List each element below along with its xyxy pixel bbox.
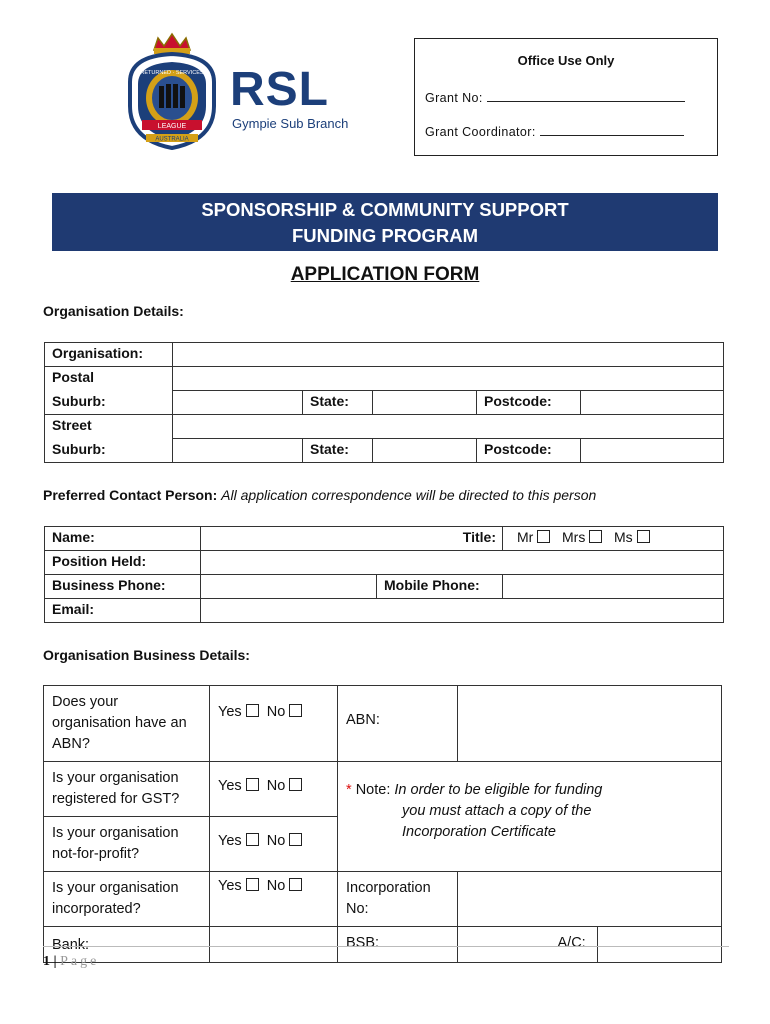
grant-no-field[interactable]: [487, 89, 685, 102]
abn-no-checkbox[interactable]: [289, 704, 302, 717]
rsl-subtitle: Gympie Sub Branch: [232, 116, 349, 131]
banner-line-2: FUNDING PROGRAM: [291, 225, 479, 246]
postal-state-input[interactable]: [373, 391, 477, 415]
grant-coordinator-line: [425, 123, 684, 139]
abn-yes-no: [210, 686, 338, 762]
title-mr-checkbox[interactable]: [537, 530, 550, 543]
street-state-input[interactable]: [373, 439, 477, 463]
postal-suburb-label: Suburb:: [45, 391, 173, 415]
postal-postcode-label: Postcode:: [477, 391, 581, 415]
incorporated-question: Is your organisation incorporated?: [44, 872, 210, 927]
street-address-input[interactable]: [173, 415, 724, 439]
nfp-yes-no: [210, 817, 338, 872]
email-label: Email:: [45, 599, 201, 623]
title-mr-label: Mr: [517, 529, 534, 545]
note-text-1: In order to be eligible for funding: [394, 782, 603, 798]
svg-text:AUSTRALIA: AUSTRALIA: [155, 136, 189, 143]
title-mrs-checkbox[interactable]: [589, 530, 602, 543]
position-label: Position Held:: [45, 551, 201, 575]
bank-label: Bank:: [44, 927, 210, 963]
business-phone-input[interactable]: [201, 575, 377, 599]
note-asterisk: *: [346, 782, 352, 798]
postal-state-label: State:: [303, 391, 373, 415]
postal-postcode-input[interactable]: [581, 391, 724, 415]
gst-no-label: No: [266, 778, 286, 794]
incorporated-yes-no: [210, 872, 338, 927]
mobile-phone-input[interactable]: [503, 575, 724, 599]
title-options: [503, 527, 724, 551]
program-banner: [52, 193, 718, 251]
postal-label: Postal: [45, 367, 173, 391]
abn-yes-label: Yes: [218, 704, 242, 720]
street-label: Street: [45, 415, 173, 439]
office-use-title: Office Use Only: [517, 53, 615, 68]
organisation-details-table: [44, 342, 724, 463]
street-suburb-label: Suburb:: [45, 439, 173, 463]
title-mrs-label: Mrs: [562, 529, 586, 545]
contact-heading: [43, 487, 596, 503]
nfp-no-checkbox[interactable]: [289, 833, 302, 846]
nfp-yes-checkbox[interactable]: [246, 833, 259, 846]
nfp-no-label: No: [266, 833, 286, 849]
svg-text:LEAGUE: LEAGUE: [157, 123, 187, 130]
page-separator: |: [53, 954, 57, 969]
banner-line-1: SPONSORSHIP & COMMUNITY SUPPORT: [201, 199, 569, 220]
grant-no-line: [425, 89, 685, 105]
abn-no-label: No: [266, 704, 286, 720]
gst-no-checkbox[interactable]: [289, 778, 302, 791]
page-footer: [43, 954, 99, 970]
title-label: Title:: [462, 529, 496, 545]
position-input[interactable]: [201, 551, 724, 575]
title-ms-label: Ms: [614, 529, 633, 545]
abn-label: ABN:: [338, 686, 458, 762]
organisation-input[interactable]: [173, 343, 724, 367]
footer-divider: [43, 946, 729, 947]
gst-yes-label: Yes: [218, 778, 242, 794]
name-input[interactable]: [201, 527, 503, 551]
gst-yes-no: [210, 762, 338, 817]
abn-input[interactable]: [458, 686, 722, 762]
note-label: Note:: [355, 782, 391, 798]
postal-address-input[interactable]: [173, 367, 724, 391]
inc-yes-label: Yes: [218, 878, 242, 894]
business-details-heading: Organisation Business Details:: [43, 647, 250, 663]
street-suburb-input[interactable]: [173, 439, 303, 463]
bsb-label: BSB:: [338, 927, 458, 963]
grant-coordinator-label: Grant Coordinator:: [425, 125, 536, 139]
page-number: 1: [43, 954, 50, 969]
grant-no-label: Grant No:: [425, 91, 483, 105]
gst-yes-checkbox[interactable]: [246, 778, 259, 791]
gst-question: Is your organisation registered for GST?: [44, 762, 210, 817]
ac-input[interactable]: [598, 927, 722, 963]
svg-text:RETURNED · SERVICES: RETURNED · SERVICES: [140, 70, 204, 76]
rsl-wordmark: RSL: [230, 63, 329, 116]
inc-no-checkbox[interactable]: [289, 878, 302, 891]
business-phone-label: Business Phone:: [45, 575, 201, 599]
contact-heading-label: Preferred Contact Person:: [43, 487, 218, 503]
street-postcode-label: Postcode:: [477, 439, 581, 463]
page-word: Page: [60, 954, 100, 969]
form-title: APPLICATION FORM: [290, 264, 480, 285]
office-use-box: [414, 38, 718, 156]
business-details-table: [43, 685, 722, 963]
name-label: Name:: [45, 527, 201, 551]
email-input[interactable]: [201, 599, 724, 623]
incorporation-no-label: Incorporation No:: [338, 872, 458, 927]
nfp-question: Is your organisation not-for-profit?: [44, 817, 210, 872]
street-state-label: State:: [303, 439, 373, 463]
title-ms-checkbox[interactable]: [637, 530, 650, 543]
incorporation-note: [338, 762, 722, 872]
abn-question: Does your organisation have an ABN?: [44, 686, 210, 762]
bank-input[interactable]: [210, 927, 338, 963]
ac-label: A/C:: [550, 927, 598, 963]
incorporation-no-input[interactable]: [458, 872, 722, 927]
organisation-details-heading: Organisation Details:: [43, 303, 184, 319]
abn-yes-checkbox[interactable]: [246, 704, 259, 717]
street-postcode-input[interactable]: [581, 439, 724, 463]
nfp-yes-label: Yes: [218, 833, 242, 849]
organisation-label: Organisation:: [45, 343, 173, 367]
postal-suburb-input[interactable]: [173, 391, 303, 415]
inc-no-label: No: [266, 878, 286, 894]
note-text-3: Incorporation Certificate: [402, 824, 556, 840]
inc-yes-checkbox[interactable]: [246, 878, 259, 891]
mobile-phone-label: Mobile Phone:: [377, 575, 503, 599]
contact-table: [44, 526, 724, 623]
contact-note: All application correspondence will be directed to this person: [221, 487, 597, 503]
note-text-2: you must attach a copy of the: [402, 803, 592, 819]
bsb-input[interactable]: [458, 927, 550, 963]
grant-coordinator-field[interactable]: [540, 123, 684, 136]
